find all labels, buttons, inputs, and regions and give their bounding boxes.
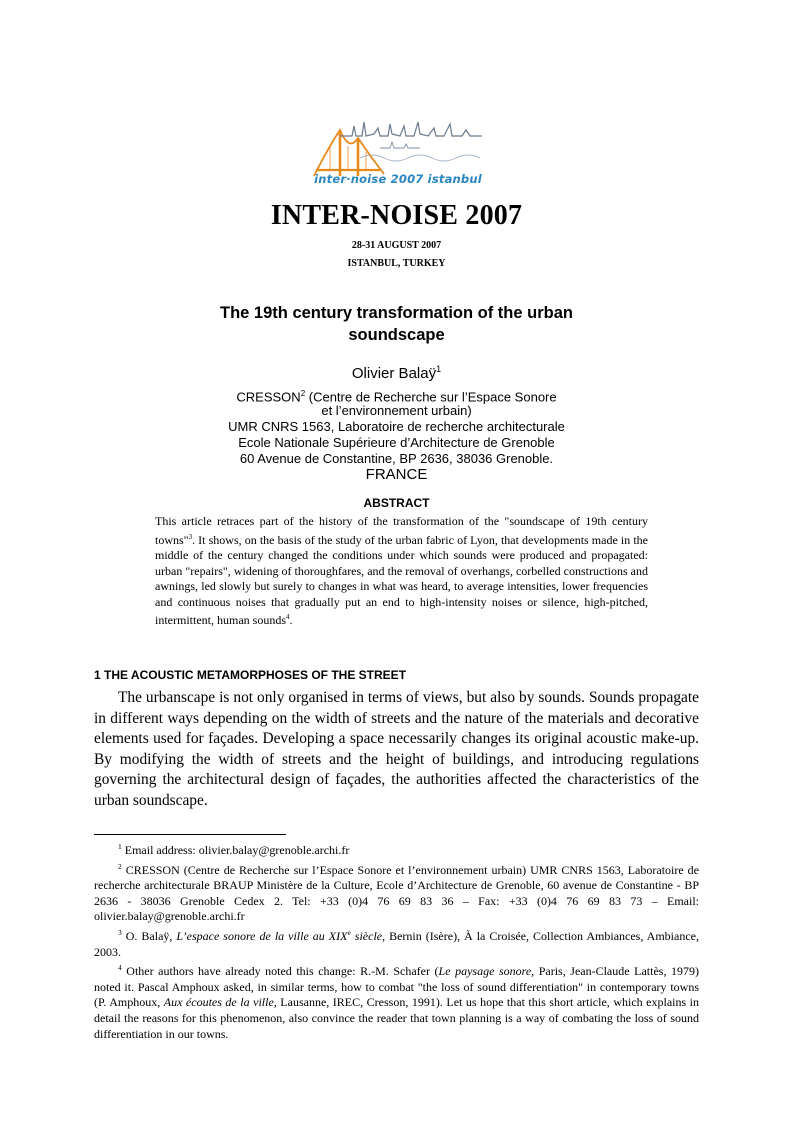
footnote-ref: 1 — [436, 364, 442, 374]
affiliation-line: CRESSON$^2$ (Centre de Recherche sur l’Espace Sonore — [236, 389, 557, 405]
paper-title-line: The 19th century transformation of the urban — [220, 304, 573, 322]
conference-location: ISTANBUL, TURKEY — [347, 258, 446, 269]
section-heading: 1 THE ACOUSTIC METAMORPHOSES OF THE STREET — [94, 668, 407, 682]
conference-title: INTER-NOISE 2007 — [270, 200, 523, 231]
affiliation-line: et l’environnement urbain) — [321, 403, 472, 418]
footnote-divider — [94, 834, 286, 835]
footnote: $^3$ O. Balaÿ, L’espace sonore de la ville au XIXe siècle, Bernin (Isère), À la Croisée, Collection Ambiances, Ambiance, 2003. — [94, 927, 699, 959]
bridge-icon — [314, 130, 384, 176]
footnote-ref: 3 — [188, 532, 193, 541]
footnote-ref: 4 — [286, 613, 290, 621]
footnote-mark: 4 — [118, 963, 122, 973]
author-country: FRANCE — [365, 466, 428, 483]
abstract-text: This article retraces part of the history of the transformation of the "soundscape of 19th century towns"$^3$. It shows, on the basis of the study of the urban fabric of Lyon, that developments made in the middle of the century changed the conditions under which sounds were produced and propagated: urban "repairs", widening of thoroughfares, and the removal of overhangs, corbelled constructions and awnings, led slowly but surely to changes in what was heard, to average intensities, lower frequencies and continuous noises that gradually put an end to high-intensity noises or silence, high-pitched, intermittent, human sounds$^4$. — [155, 514, 648, 627]
conference-dates: 28-31 AUGUST 2007 — [351, 240, 442, 251]
footnote: $^4$ Other authors have already noted this change: R.-M. Schafer (Le paysage sonore, Paris, Jean-Claude Lattès, 1979) noted it. Pascal Amphoux asked, in similar terms, how to combat "the loss of sound differentiation" in contemporary towns (P. Amphoux, Aux écoutes de la ville, Lausanne, IREC, Cresson, 1991). Let us hope that this short article, which explains in detail the reasons for this phenomenon, also convince the reader that town planning is a way of combating the loss of sound differentiation in our towns. — [94, 963, 700, 1041]
affiliation-line: Ecole Nationale Supérieure d’Architecture de Grenoble — [238, 435, 555, 450]
body-paragraph: The urbanscape is not only organised in terms of views, but also by sounds. Sounds propagate in different ways depending on the width of streets and the nature of the materials and decorative elements used for façades. Developing a space necessarily changes its original acoustic make-up. By modifying the width of streets and the height of buildings, and introducing regulations governing the architectural design of façades, the authorities affected the characteristics of the urban soundscape. — [94, 689, 699, 809]
footnote-mark: 1 — [118, 842, 122, 851]
paper-title-line: soundscape — [348, 326, 445, 344]
logo-text: inter·noise 2007 istanbul — [314, 172, 482, 186]
affiliation-line: 60 Avenue de Constantine, BP 2636, 38036 Grenoble. — [239, 451, 554, 466]
footnote: $^1$ Email address: olivier.balay@grenoble.archi.fr — [118, 842, 350, 857]
footnote: $^2$ CRESSON (Centre de Recherche sur l’Espace Sonore et l’environnement urbain) UMR CNRS 1563, Laboratoire de recherche architecturale BRAUP Ministère de la Culture, Ecole d’Architecture de Grenoble, 60 avenue de Constantine - BP 2636 - 38036 Grenoble Cedex 2. Tel: +33 (0)4 76 69 83 36 – Fax: +33 (0)4 76 69 83 73 – Email: olivier.balay@grenoble.archi.fr — [94, 861, 699, 924]
footnotes — [94, 839, 699, 1042]
author — [0, 364, 793, 382]
footnote-mark: 3 — [118, 927, 122, 937]
abstract-heading: ABSTRACT — [363, 496, 430, 510]
footnote-ref: 2 — [300, 389, 306, 398]
paper-title — [0, 302, 793, 346]
footnote-mark: 2 — [118, 861, 122, 871]
affiliation-line: UMR CNRS 1563, Laboratoire de recherche architecturale — [228, 419, 565, 434]
author-name: Olivier Balaÿ — [351, 365, 437, 382]
